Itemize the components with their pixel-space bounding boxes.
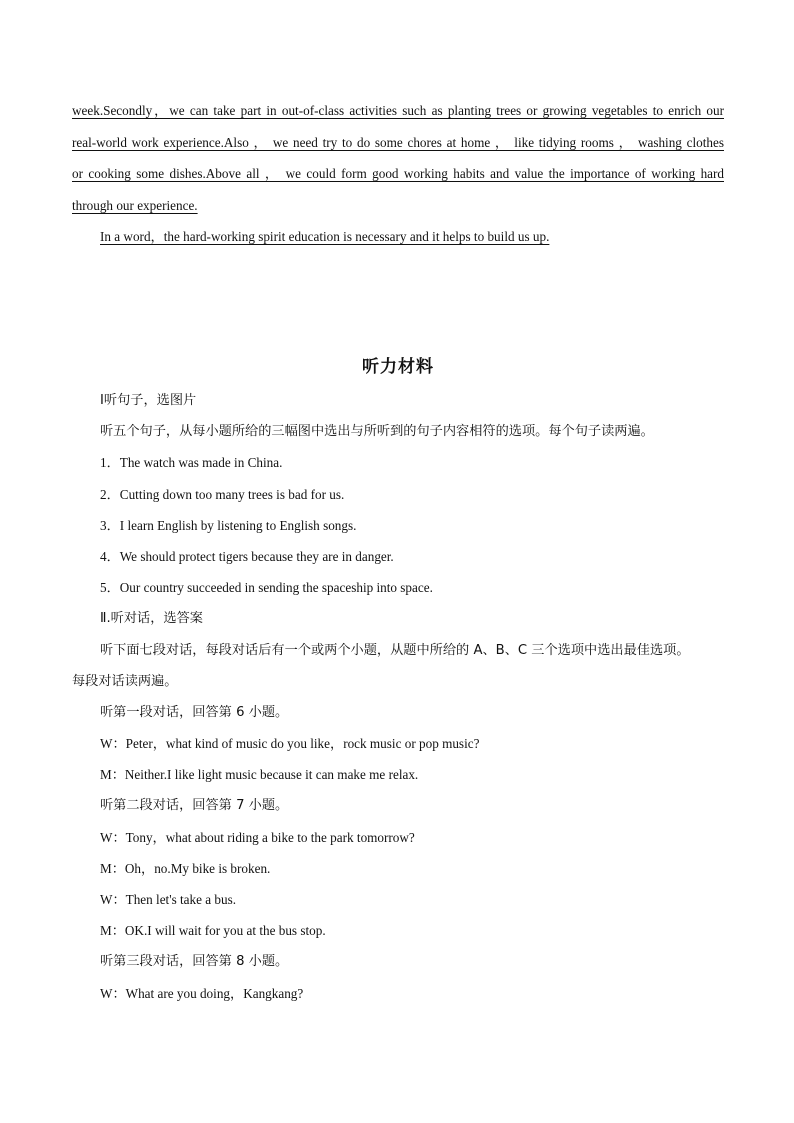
dialogue-intro: 听第二段对话，回答第 7 小题。 bbox=[100, 798, 289, 814]
dialogue-line: M：Neither.I like light music because it can make me relax. bbox=[100, 767, 419, 783]
section-title: 听力材料 bbox=[362, 357, 434, 377]
part1-instruction: 听五个句子，从每小题所给的三幅图中选出与所听到的句子内容相符的选项。每个句子读两遍。 bbox=[100, 424, 654, 440]
dialogue-line: W：Then let's take a bus. bbox=[100, 892, 237, 907]
sentence-item: 5．Our country succeeded in sending the spaceship into space. bbox=[100, 580, 433, 596]
dialogue-line: W：Peter，what kind of music do you like，rock music or pop music? bbox=[100, 736, 480, 752]
part2-heading: Ⅱ.听对话，选答案 bbox=[100, 611, 203, 627]
dialogue-line: W：Tony，what about riding a bike to the park tomorrow? bbox=[100, 829, 415, 845]
dialogue-intro: 听第一段对话，回答第 6 小题。 bbox=[100, 704, 289, 720]
essay-conclusion: In a word，the hard-working spirit education is necessary and it helps to build us up. bbox=[100, 229, 550, 244]
sentence-item: 1．The watch was made in China. bbox=[100, 455, 283, 471]
part2-instruction-continued: 每段对话读两遍。 bbox=[72, 673, 178, 689]
sentence-item: 4．We should protect tigers because they are in danger. bbox=[100, 548, 394, 564]
sentence-item: 2．Cutting down too many trees is bad for us. bbox=[100, 486, 345, 502]
essay-line: week.Secondly，we can take part in out-of-class activities such as planting trees or growing vegetables to enrich our bbox=[72, 103, 724, 118]
dialogue-line: M：OK.I will wait for you at the bus stop. bbox=[100, 923, 326, 939]
sentence-item: 3．I learn English by listening to English songs. bbox=[100, 517, 357, 533]
essay-continuation bbox=[72, 98, 724, 256]
essay-line: or cooking some dishes.Above all ， we could form good working habits and value the importance of working hard bbox=[72, 166, 724, 181]
dialogue-line: M：Oh，no.My bike is broken. bbox=[100, 860, 271, 876]
part1-heading: Ⅰ听句子，选图片 bbox=[100, 393, 197, 408]
dialogue-intro: 听第三段对话，回答第 8 小题。 bbox=[100, 954, 289, 970]
essay-line: real-world work experience.Also ， we need try to do some chores at home ， like tidying rooms ， washing clothes bbox=[72, 134, 724, 150]
listening-material bbox=[72, 387, 724, 1011]
part2-instruction: 听下面七段对话，每段对话后有一个或两个小题，从题中所给的 A、B、C 三个选项中选出最佳选项。 bbox=[100, 642, 690, 658]
essay-line: through our experience. bbox=[72, 197, 198, 213]
dialogue-line: W：What are you doing，Kangkang? bbox=[100, 985, 304, 1001]
